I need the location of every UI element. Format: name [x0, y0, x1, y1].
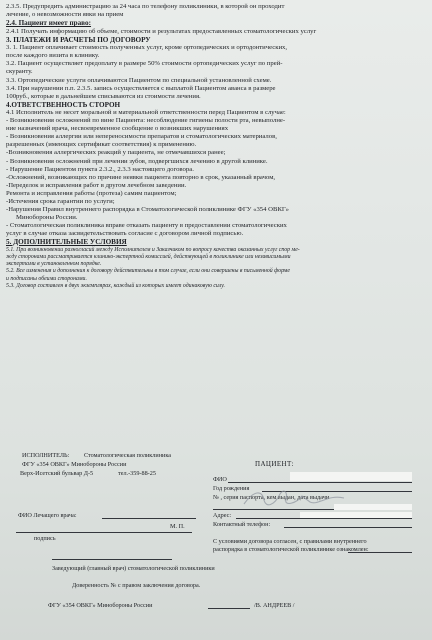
body-line: разрешенных (имеющих сертификат соответствия) к применению.	[6, 141, 197, 149]
patient-fio-line	[228, 482, 412, 483]
body-line: Минобороны России.	[16, 213, 78, 221]
seal-label: М. П.	[170, 523, 185, 530]
approval-signature-line	[208, 608, 250, 609]
body-line: ние назначений врача, несвоевременное сообщение о возникших нарушениях	[6, 125, 229, 133]
contract-body	[6, 3, 422, 290]
redacted-fio	[290, 472, 412, 481]
body-line: - Возникновения осложнений при лечении зубов, подвергшихся лечению в другой клинике.	[6, 157, 268, 165]
body-line: -Переделок и исправления работ в другом лечебном заведении.	[6, 181, 187, 189]
doctor-signature-line	[16, 532, 192, 533]
body-line: 3.4. При нарушении п.п. 2.3.5. запись осуществляется с выплатой Пациентом аванса в размере	[6, 84, 276, 92]
body-line: 100руб., которые в дальнейшем списываются из стоимости лечения.	[6, 92, 201, 100]
doctor-fio-line	[102, 518, 196, 519]
patient-address-line	[236, 518, 412, 519]
body-line: 3.3. Ортопедические услуги оплачиваются Пациентом по специальной установленной схеме.	[6, 76, 272, 84]
body-line: 5.2. Все изменения и дополнения к договору действительны в том случае, если они совершены в письменной форме	[6, 268, 290, 275]
patient-label: ПАЦИЕНТ:	[255, 460, 294, 468]
patient-address-label: Адрес:	[213, 512, 232, 519]
executor-phone: тел.-359-88-25	[118, 470, 156, 477]
body-line: скуранту.	[6, 68, 33, 76]
body-line: и подписаны обеими сторонами.	[6, 275, 87, 282]
body-line: 3.2. Пациент осуществляет предоплату в размере 50% стоимости ортопедических услуг по прей-	[6, 60, 283, 68]
body-line: услуг в случае отказа засвидетельствовать согласие с договором личной подписью.	[6, 229, 244, 237]
body-line: -Осложнений, возникающих по причине неявки пациента повторно в срок, указанный врачом,	[6, 173, 276, 181]
body-line: 4.1 Исполнитель не несет моральной и материальной ответственности перед Пациентом в случае:	[6, 109, 286, 117]
patient-passport-label: № , серия паспорта, кем выдан, дата выдачи	[213, 494, 330, 501]
body-line: экспертами в установленном порядке.	[6, 261, 102, 268]
approval-org-line: ФГУ «354 ОВКГ» Минобороны России	[48, 602, 153, 609]
body-line: - Возникновения аллергии или непереносимости препаратов и стоматологических материалов,	[6, 133, 277, 141]
body-line: 3. 1. Пациент оплачивает стоимость полученных услуг, кроме ортопедических и ортодонтических,	[6, 44, 288, 52]
patient-consent-line1: С условиями договора согласен, с правилами внутреннего	[213, 538, 367, 545]
approval-signer: /В. АНДРЕЕВ /	[254, 602, 295, 609]
body-line: 5.3. Договор составлен в двух экземплярах, каждый из которых имеет одинаковую силу.	[6, 283, 225, 290]
executor-label: ИСПОЛНИТЕЛЬ:	[22, 452, 70, 459]
doctor-signature-label: подпись	[34, 535, 56, 542]
executor-org-name: Стоматологическая поликлиника	[84, 452, 171, 459]
body-line: - Нарушение Пациентом пункта 2.3.2., 2.3.3 настоящего договора.	[6, 165, 194, 173]
patient-phone-label: Контактный телефон:	[213, 521, 271, 528]
executor-org-line2: ФГУ «354 ОВКГ» Минобороны России	[22, 461, 127, 468]
body-line: 2.4.1 Получать информацию об объеме, стоимости и результатах предоставленных стоматологических услуг	[6, 27, 317, 35]
body-line: после каждого визита в клинику.	[6, 52, 100, 60]
body-line: 5.1. При возникновении разногласий между Исполнителем и Заказчиком по вопросу качества оказанных услуг спор ме-	[6, 246, 300, 253]
body-line: 2.3.5. Предупредить администрацию за 24 часа по телефону поликлиники, в которой он проходит	[6, 3, 285, 10]
patient-phone-line	[284, 527, 412, 528]
body-line: 3. ПЛАТЕЖИ И РАСЧЕТЫ ПО ДОГОВОРУ	[6, 35, 151, 44]
body-line: - Стоматологическая поликлиника вправе отказать пациенту в предоставлении стоматологических	[6, 221, 287, 229]
handwritten-signature	[240, 486, 350, 512]
body-line: 4.ОТВЕТСТВЕННОСТЬ СТОРОН	[6, 100, 121, 109]
patient-dob-label: Год рождения	[213, 485, 250, 492]
power-of-attorney-label: Доверенность № с правом заключения договора.	[72, 582, 201, 589]
signature-block	[0, 452, 432, 640]
patient-signature-line	[348, 552, 412, 553]
body-line: Ремонта и исправления работы (протеза) самим пациентом;	[6, 189, 177, 197]
patient-fio-label: ФИО	[213, 476, 227, 483]
patient-consent-line2: распорядка в стоматологической поликлинике ознакомлен:	[213, 546, 369, 553]
body-line: 5. ДОПОЛНИТЕЛЬНЫЕ УСЛОВИЯ	[6, 238, 127, 246]
body-line: 2.4. Пациент имеет право:	[6, 19, 92, 28]
body-line: -Истечения срока гарантии по услуги;	[6, 197, 115, 205]
head-signature-line	[52, 559, 172, 560]
body-line: лечение, о невозможности явки на прием	[6, 11, 124, 19]
body-line: -Нарушения Правил внутреннего распорядка в Стоматологической поликлинике ФГУ «354 ОВКГ»	[6, 205, 289, 213]
executor-address: Верх-Исетский бульвар Д-5	[20, 470, 94, 477]
body-line: жду сторонами рассматривается клинико-экспертной комиссией, действующей в поликлинике или независимыми	[6, 253, 291, 260]
head-label: Заведующий (главный врач) стоматологической поликлиники	[52, 565, 215, 572]
doctor-fio-label: ФИО Лечащего врача:	[18, 512, 77, 519]
redacted-address	[300, 512, 412, 518]
body-line: -Возникновения аллергических реакций у пациента, не отмечавшихся ранее;	[6, 149, 226, 157]
body-line: - Возникновения осложнений по вине Пациента: несоблюдение гигиены полости рта, невыполне-	[6, 117, 286, 125]
